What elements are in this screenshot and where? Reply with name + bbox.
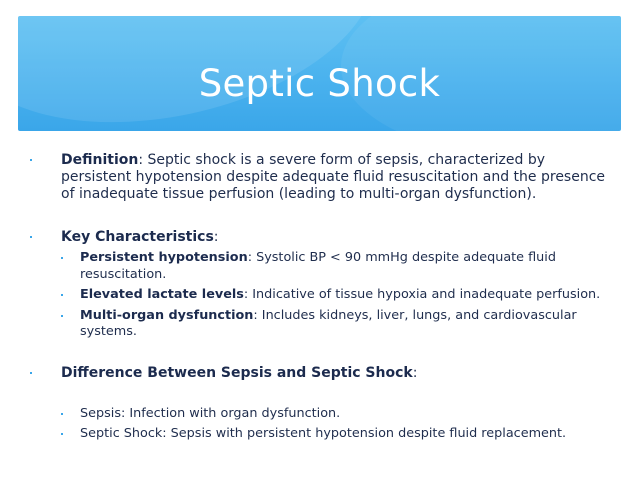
sub-bullet-hypotension (30, 250, 610, 283)
bullet-dot-icon (30, 159, 32, 161)
title-bar (18, 16, 621, 131)
sub-bullet-dot-icon (61, 433, 63, 435)
sub-bullet-dot-icon (61, 294, 63, 296)
slide-title: Septic Shock (198, 62, 441, 105)
definition-text: : Septic shock is a severe form of sepsis, characterized by persistent hypotension despite adequate fluid resuscitation and the presence of inadequate tissue perfusion (leading to multi-organ dysfunction). (61, 152, 606, 202)
bullet-dot-icon (30, 372, 32, 374)
sub-bullet-sepsis (30, 406, 610, 423)
bullet-difference (30, 365, 610, 382)
sub-bullet-lactate (30, 287, 610, 304)
sub-bullet-text: : Indicative of tissue hypoxia and inadequate perfusion. (243, 287, 601, 302)
sub-bullet-septic-shock (30, 426, 610, 443)
difference-suffix: : (412, 364, 418, 381)
key-characteristics-suffix: : (213, 229, 219, 245)
slide-content (30, 152, 610, 443)
bullet-definition (30, 152, 610, 203)
sub-bullet-dot-icon (61, 257, 63, 259)
key-characteristics-term: Key Characteristics (61, 229, 214, 245)
sub-bullet-organ-dysfunction (30, 308, 610, 341)
sub-bullet-dot-icon (61, 413, 63, 415)
bullet-key-characteristics (30, 229, 610, 246)
sub-bullet-text: Septic Shock: Sepsis with persistent hypotension despite fluid replacement. (80, 426, 567, 441)
sub-bullet-text: Sepsis: Infection with organ dysfunction. (80, 405, 341, 421)
sub-bullet-text: : Systolic BP < 90 mmHg despite adequate fluid resuscitation. (80, 250, 556, 282)
sub-bullet-text: : Includes kidneys, liver, lungs, and cardiovascular systems. (80, 307, 577, 339)
sub-bullet-term: Multi-organ dysfunction (80, 307, 254, 323)
sub-bullet-dot-icon (61, 315, 63, 317)
bullet-dot-icon (30, 236, 32, 238)
sub-bullet-term: Elevated lactate levels (80, 287, 244, 302)
difference-term: Difference Between Sepsis and Septic Shock (61, 364, 413, 381)
definition-term: Definition (61, 152, 139, 168)
sub-bullet-term: Persistent hypotension (80, 250, 248, 265)
